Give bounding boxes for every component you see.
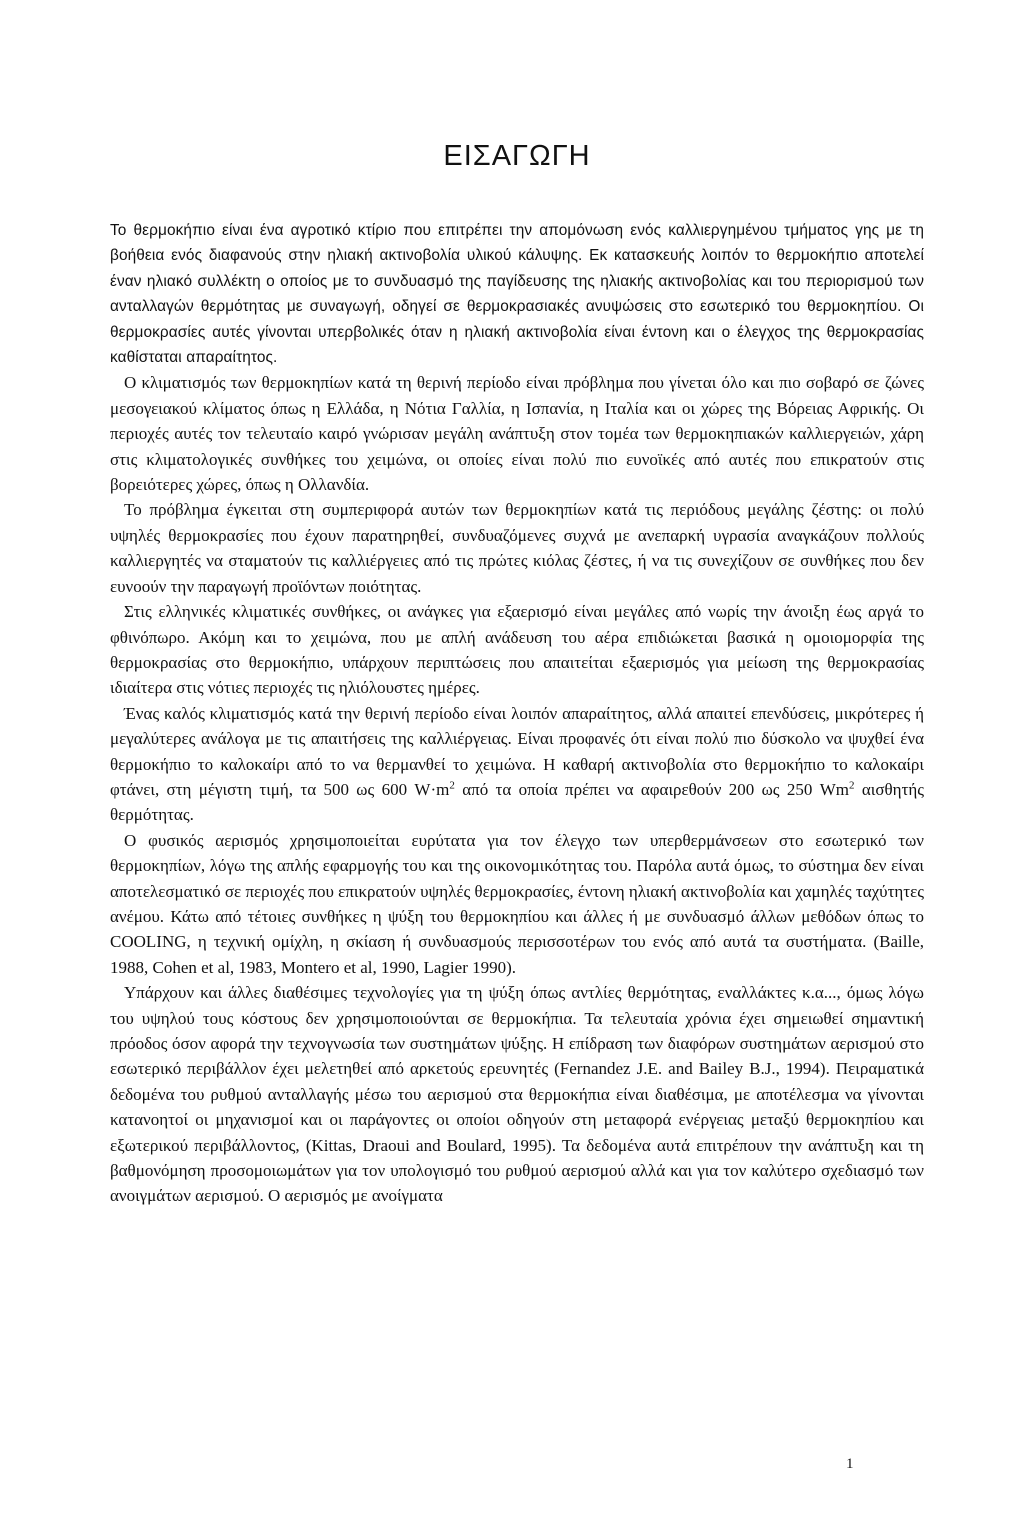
- paragraph-2: Ο κλιματισμός των θερμοκηπίων κατά τη θερινή περίοδο είναι πρόβλημα που γίνεται όλο και πιο σοβαρό σε ζώνες μεσογειακού κλίματος όπως η Ελλάδα, η Νότια Γαλλία, η Ισπανία, η Ιταλία και οι χώρες της Βόρειας Αφρικής. Οι περιοχές αυτές τον τελευταίο καιρό γνώρισαν μεγάλη ανάπτυξη στον τομέα των θερμοκηπιακών καλλιεργειών, χάρη στις κλιματολογικές συνθήκες του χειμώνα, οι οποίες είναι πολύ πιο ευνοϊκές από αυτές που επικρατούν στις βορειότερες χώρες, όπως η Ολλανδία.: [110, 373, 924, 495]
- paragraph-4: Στις ελληνικές κλιματικές συνθήκες, οι ανάγκες για εξαερισμό είναι μεγάλες από νωρίς την άνοιξη έως αργά το φθινόπωρο. Ακόμη και το χειμώνα, που με απλή ανάδευση του αέρα επιδιώκεται βασικά η ομοιομορφία της θερμοκρασίας στο θερμοκήπιο, υπάρχουν περιπτώσεις που απαιτείται εξαερισμός για μείωση της θερμοκρασίας ιδιαίτερα στις νότιες περιοχές τις ηλιόλουστες ημέρες.: [110, 602, 924, 698]
- paragraph-5-text-a: Ένας καλός κλιματισμός κατά την θερινή περίοδο είναι λοιπόν απαραίτητος, αλλά απαιτεί επενδύσεις, μικρότερες ή μεγαλύτερες ανάλογα με τις απαιτήσεις της καλλιέργειας. Είναι προφανές ότι είναι πολύ πιο δύσκολο να ψυχθεί ένα θερμοκήπιο το καλοκαίρι από το να θερμανθεί το χειμώνα. Η καθαρή ακτινοβολία στο θερμοκήπιο το καλοκαίρι φτάνει, στη μέγιστη τιμή, τα 500 ως 600 W·m: [110, 703, 924, 799]
- superscript-2: 2: [849, 779, 855, 792]
- superscript-2: 2: [449, 779, 455, 792]
- page-number: 1: [846, 1456, 854, 1472]
- paragraph-7: Υπάρχουν και άλλες διαθέσιμες τεχνολογίες για τη ψύξη όπως αντλίες θερμότητας, εναλλάκτες κ.α..., όμως λόγω του υψηλού τους κόστους δεν χρησιμοποιούνται σε θερμοκήπια. Τα τελευταία χρόνια έχει σημειωθεί σημαντική πρόοδος όσον αφορά την τεχνογνωσία των συστημάτων ψύξης. Η επίδραση των διαφόρων συστημάτων αερισμού στο εσωτερικό περιβάλλον έχει μελετηθεί από αρκετούς ερευνητές (Fernandez J.E. and Bailey B.J., 1994). Πειραματικά δεδομένα του ρυθμού ανταλλαγής μέσω του αερισμού στα θερμοκήπια είναι διαθέσιμα, με αποτέλεσμα να γίνονται κατανοητοί οι μηχανισμοί και οι παράγοντες οι οποίοι οδηγούν στη μεταφορά ενέργειας μεταξύ θερμοκηπίου και εξωτερικού περιβάλλοντος, (Kittas, Draoui and Boulard, 1995). Τα δεδομένα αυτά επιτρέπουν την ανάπτυξη και τη βαθμονόμηση προσομοιωμάτων για τον υπολογισμό του ρυθμού αερισμού αλλά και για τον καλύτερο σχεδιασμό των ανοιγμάτων αερισμού. Ο αερισμός με ανοίγματα: [110, 983, 924, 1206]
- paragraph-5-text-c: αισθητής θερμότητας.: [110, 779, 924, 825]
- paragraph-5: [110, 701, 924, 828]
- paragraph-6: Ο φυσικός αερισμός χρησιμοποιείται ευρύτατα για τον έλεγχο των υπερθερμάνσεων στο εσωτερικό των θερμοκηπίων, λόγω της απλής εφαρμογής του και της οικονομικότητας του. Παρόλα αυτά όμως, το σύστημα δεν είναι αποτελεσματικό σε περιοχές που επικρατούν υψηλές θερμοκρασίες, έντονη ηλιακή ακτινοβολία και χαμηλές ταχύτητες ανέμου. Κάτω από τέτοιες συνθήκες η ψύξη του θερμοκηπίου και άλλες ή με συνδυασμό άλλων μεθόδων όπως το COOLING, η τεχνική ομίχλη, η σκίαση ή συνδυασμούς περισσοτέρων του ενός από αυτά τα συστήματα. (Baille, 1988, Cohen et al, 1983, Montero et al, 1990, Lagier 1990).: [110, 830, 924, 977]
- body-text: [110, 218, 924, 1209]
- paragraph-3: Το πρόβλημα έγκειται στη συμπεριφορά αυτών των θερμοκηπίων κατά τις περιόδους μεγάλης ζέστης: οι πολύ υψηλές θερμοκρασίες που έχουν παρατηρηθεί, συνδυαζόμενες συχνά με ανεπαρκή υγρασία αναγκάζουν πολλούς καλλιεργητές να σταματούν τις καλλιέργειες από τις πρώτες κιόλας ζέστες, ή να τις συνεχίζουν σε συνθήκες που δεν ευνοούν την παραγωγή προϊόντων ποιότητας.: [110, 500, 924, 596]
- paragraph-1: Το θερμοκήπιο είναι ένα αγροτικό κτίριο που επιτρέπει την απομόνωση ενός καλλιεργημένου τμήματος γης με τη βοήθεια ενός διαφανούς στην ηλιακή ακτινοβολία υλικού κάλυψης. Εκ κατασκευής λοιπόν το θερμοκήπιο αποτελεί έναν ηλιακό συλλέκτη ο οποίος με το συνδυασμό της παγίδευσης της ηλιακής ακτινοβολίας και του περιορισμού των ανταλλαγών θερμότητας με συναγωγή, οδηγεί σε θερμοκρασιακές ανυψώσεις στο εσωτερικό του θερμοκηπίου. Οι θερμοκρασίες αυτές γίνονται υπερβολικές όταν η ηλιακή ακτινοβολία είναι έντονη και ο έλεγχος της θερμοκρασίας καθίσταται απαραίτητος.: [110, 222, 924, 367]
- page-title: ΕΙΣΑΓΩΓΗ: [443, 140, 591, 172]
- paragraph-5-text-b: από τα οποία πρέπει να αφαιρεθούν 200 ως 250 Wm: [454, 779, 849, 799]
